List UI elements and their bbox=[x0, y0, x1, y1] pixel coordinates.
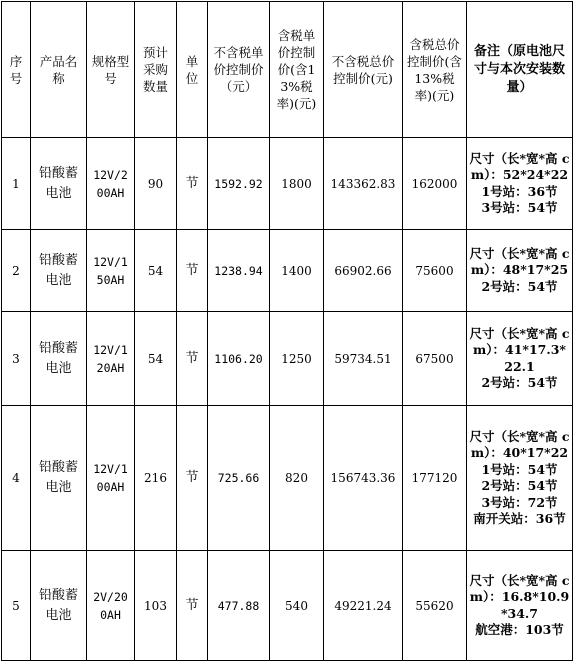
header-seq: 序号 bbox=[2, 2, 31, 138]
cell-unit: 节 bbox=[177, 406, 208, 551]
remark-line: 尺寸（长*宽*高 cm）：48*17*25 bbox=[469, 245, 570, 278]
cell-unit-price-ex-tax: 1592.92 bbox=[208, 138, 270, 230]
remark-line: 尺寸（长*宽*高 cm）：16.8*10.9*34.7 bbox=[469, 572, 570, 621]
cell-spec: 12V/120AH bbox=[87, 312, 135, 406]
cell-total-in-tax: 162000 bbox=[403, 138, 467, 230]
cell-quantity: 54 bbox=[135, 230, 177, 312]
cell-remark bbox=[467, 551, 573, 661]
remark-line: 1号站：54节 bbox=[481, 461, 558, 477]
cell-spec: 2V/200AH bbox=[87, 551, 135, 661]
cell-unit-price-in-tax: 1250 bbox=[270, 312, 324, 406]
remark-line: 2号站：54节 bbox=[481, 375, 558, 390]
cell-remark bbox=[467, 230, 573, 312]
remark-line: 2号站：54节 bbox=[481, 478, 558, 493]
cell-unit-price-in-tax: 1400 bbox=[270, 230, 324, 312]
cell-product-name: 铅酸蓄电池 bbox=[31, 230, 87, 312]
cell-product-name: 铅酸蓄电池 bbox=[31, 312, 87, 406]
cell-total-in-tax: 75600 bbox=[403, 230, 467, 312]
header-unit: 单位 bbox=[177, 2, 208, 138]
cell-seq: 4 bbox=[2, 406, 31, 551]
cell-unit-price-ex-tax: 725.66 bbox=[208, 406, 270, 551]
table-row bbox=[2, 312, 573, 406]
header-quantity: 预计采购数量 bbox=[135, 2, 177, 138]
remark-line: 南开关站：36节 bbox=[473, 511, 566, 526]
table-row bbox=[2, 406, 573, 551]
cell-total-ex-tax: 143362.83 bbox=[324, 138, 403, 230]
remark-line: 3号站：72节 bbox=[481, 494, 558, 510]
cell-unit-price-ex-tax: 1238.94 bbox=[208, 230, 270, 312]
cell-total-in-tax: 67500 bbox=[403, 312, 467, 406]
table-row bbox=[2, 230, 573, 312]
cell-quantity: 54 bbox=[135, 312, 177, 406]
cell-total-ex-tax: 49221.24 bbox=[324, 551, 403, 661]
cell-total-ex-tax: 59734.51 bbox=[324, 312, 403, 406]
header-spec: 规格型号 bbox=[87, 2, 135, 138]
header-total-in-tax: 含税总价控制价(含13%税率)(元) bbox=[403, 2, 467, 138]
cell-remark bbox=[467, 312, 573, 406]
remark-line: 2号站：54节 bbox=[481, 278, 558, 294]
remark-line: 尺寸（长*宽*高 cm）：52*24*22 bbox=[469, 150, 570, 182]
header-total-ex-tax: 不含税总价控制价(元) bbox=[324, 2, 403, 138]
cell-spec: 12V/200AH bbox=[87, 138, 135, 230]
cell-remark bbox=[467, 138, 573, 230]
cell-unit-price-in-tax: 1800 bbox=[270, 138, 324, 230]
cell-quantity: 103 bbox=[135, 551, 177, 661]
cell-spec: 12V/100AH bbox=[87, 406, 135, 551]
cell-product-name: 铅酸蓄电池 bbox=[31, 406, 87, 551]
header-unit-price-ex-tax: 不含税单价控制价（元） bbox=[208, 2, 270, 138]
header-row bbox=[2, 2, 573, 138]
cell-unit: 节 bbox=[177, 138, 208, 230]
table-row bbox=[2, 551, 573, 661]
cell-quantity: 90 bbox=[135, 138, 177, 230]
cell-unit-price-in-tax: 820 bbox=[270, 406, 324, 551]
cell-quantity: 216 bbox=[135, 406, 177, 551]
cell-seq: 3 bbox=[2, 312, 31, 406]
cell-unit-price-in-tax: 540 bbox=[270, 551, 324, 661]
table-row bbox=[2, 138, 573, 230]
cell-seq: 2 bbox=[2, 230, 31, 312]
header-unit-price-in-tax: 含税单价控制价(含13%税率)(元) bbox=[270, 2, 324, 138]
cell-unit: 节 bbox=[177, 312, 208, 406]
cell-unit: 节 bbox=[177, 551, 208, 661]
cell-unit-price-ex-tax: 477.88 bbox=[208, 551, 270, 661]
cell-seq: 1 bbox=[2, 138, 31, 230]
cell-total-ex-tax: 66902.66 bbox=[324, 230, 403, 312]
cell-product-name: 铅酸蓄电池 bbox=[31, 138, 87, 230]
procurement-table bbox=[1, 1, 573, 661]
cell-total-in-tax: 55620 bbox=[403, 551, 467, 661]
cell-total-in-tax: 177120 bbox=[403, 406, 467, 551]
cell-spec: 12V/150AH bbox=[87, 230, 135, 312]
remark-line: 尺寸（长*宽*高 cm）：40*17*22 bbox=[469, 428, 570, 460]
remark-line: 3号站：54节 bbox=[481, 200, 558, 215]
header-product-name: 产品名称 bbox=[31, 2, 87, 138]
cell-unit: 节 bbox=[177, 230, 208, 312]
cell-product-name: 铅酸蓄电池 bbox=[31, 551, 87, 661]
cell-remark bbox=[467, 406, 573, 551]
remark-line: 航空港：103节 bbox=[475, 622, 564, 637]
cell-seq: 5 bbox=[2, 551, 31, 661]
header-remark: 备注（原电池尺寸与本次安装数量） bbox=[467, 2, 573, 138]
cell-total-ex-tax: 156743.36 bbox=[324, 406, 403, 551]
remark-line: 1号站：36节 bbox=[481, 183, 558, 199]
remark-line: 尺寸（长*宽*高 cm）：41*17.3*22.1 bbox=[469, 325, 570, 374]
cell-unit-price-ex-tax: 1106.20 bbox=[208, 312, 270, 406]
